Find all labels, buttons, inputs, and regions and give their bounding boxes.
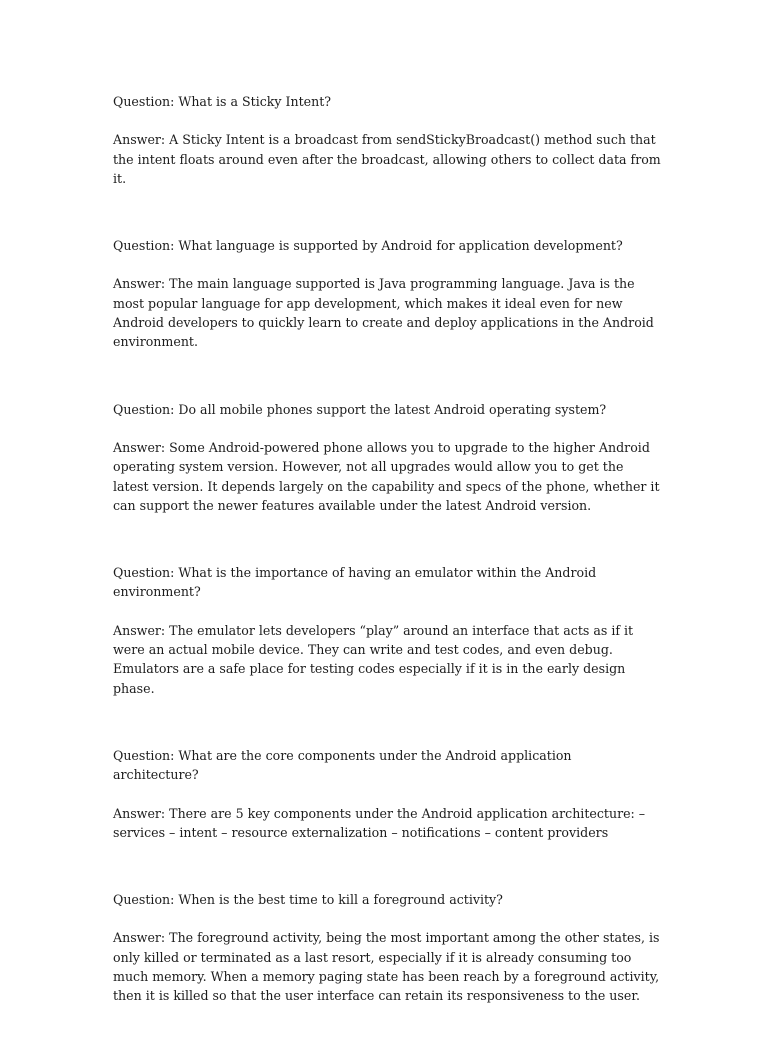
answer-text: Answer: A Sticky Intent is a broadcast from sendStickyBroadcast() method such that the intent floats around even after the broadcast, allowing others to collect data from it. <box>113 132 661 186</box>
qa-list <box>113 92 661 1054</box>
qa-item <box>113 563 661 698</box>
qa-item <box>113 890 661 1005</box>
answer-text: Answer: The foreground activity, being the most important among the other states, is only killed or terminated as a last resort, especially if it is already consuming too much memory. When a memory paging state has been reach by a foreground activity, then it is killed so that the user interface can retain its responsiveness to the user. <box>113 930 660 1004</box>
answer-text: Answer: The main language supported is Java programming language. Java is the most popular language for app development, which makes it ideal even for new Android developers to quickly learn to create and deploy applications in the Android environment. <box>113 276 654 350</box>
answer-text: Answer: Some Android-powered phone allows you to upgrade to the higher Android operating system version. However, not all upgrades would allow you to get the latest version. It depends largely on the capability and specs of the phone, whether it can support the newer features available under the latest Android version. <box>113 439 660 513</box>
question-text: Question: What is the importance of having an emulator within the Android environment? <box>113 565 597 600</box>
qa-item <box>113 92 661 188</box>
question-text: Question: What language is supported by Android for application development? <box>113 238 623 254</box>
qa-item <box>113 236 661 351</box>
qa-item <box>113 746 661 842</box>
answer-text: Answer: The emulator lets developers “play” around an interface that acts as if it were an actual mobile device. They can write and test codes, and even debug. Emulators are a safe place for testing codes especially if it is in the early design phase. <box>113 622 634 696</box>
question-text: Question: Do all mobile phones support the latest Android operating system? <box>113 401 607 417</box>
question-text: Question: What are the core components under the Android application architecture? <box>113 747 572 783</box>
question-text: Question: When is the best time to kill a foreground activity? <box>113 892 503 908</box>
question-text: Question: What is a Sticky Intent? <box>113 94 332 109</box>
qa-item <box>113 400 661 515</box>
answer-text: Answer: There are 5 key components under the Android application architecture: – services – intent – resource externalization – notifications – content providers <box>113 805 646 840</box>
